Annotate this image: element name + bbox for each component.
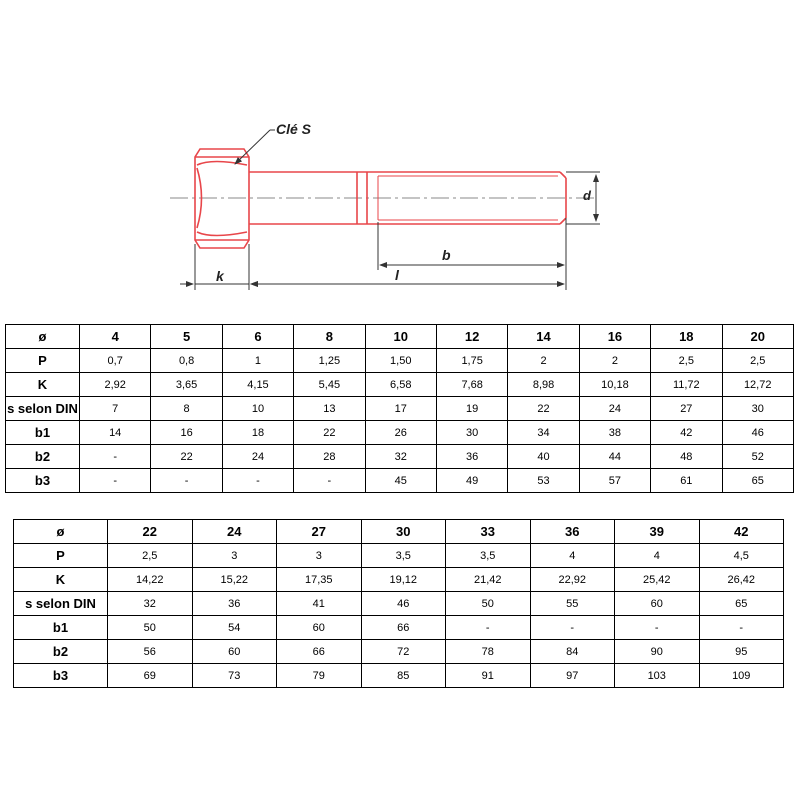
table-cell: 36: [436, 445, 507, 469]
table-cell: 16: [151, 421, 222, 445]
header-cell: 22: [108, 520, 193, 544]
table-cell: -: [615, 616, 700, 640]
table-cell: 1: [222, 349, 293, 373]
table-cell: 8: [151, 397, 222, 421]
bolt-technical-drawing: [0, 0, 800, 300]
header-cell: 10: [365, 325, 436, 349]
table-cell: 38: [579, 421, 650, 445]
table-cell: 19: [436, 397, 507, 421]
table-row: [6, 397, 794, 421]
table-cell: 2,5: [651, 349, 722, 373]
header-cell: 14: [508, 325, 579, 349]
row-label: P: [6, 349, 80, 373]
table-cell: 15,22: [192, 568, 277, 592]
table-cell: 32: [365, 445, 436, 469]
row-label: P: [14, 544, 108, 568]
table-cell: 3: [277, 544, 362, 568]
table-cell: 60: [277, 616, 362, 640]
table-cell: 22: [151, 445, 222, 469]
table-row: [6, 373, 794, 397]
table-cell: 22: [294, 421, 365, 445]
table-cell: 72: [361, 640, 446, 664]
header-cell: 27: [277, 520, 362, 544]
table-row: [14, 640, 784, 664]
table-cell: 8,98: [508, 373, 579, 397]
table-cell: 18: [222, 421, 293, 445]
header-cell: 42: [699, 520, 784, 544]
table-cell: -: [80, 445, 151, 469]
row-label: b2: [6, 445, 80, 469]
row-label: b1: [6, 421, 80, 445]
table-cell: -: [530, 616, 615, 640]
row-label: s selon DIN: [6, 397, 80, 421]
table-cell: 0,7: [80, 349, 151, 373]
table-cell: 5,45: [294, 373, 365, 397]
table-cell: 17: [365, 397, 436, 421]
table-cell: 4: [530, 544, 615, 568]
table-cell: 84: [530, 640, 615, 664]
table-cell: 2,5: [108, 544, 193, 568]
header-cell: 30: [361, 520, 446, 544]
row-label: K: [14, 568, 108, 592]
table-cell: 54: [192, 616, 277, 640]
table-cell: 45: [365, 469, 436, 493]
table-cell: 32: [108, 592, 193, 616]
table-cell: -: [699, 616, 784, 640]
dimension-b: [378, 218, 566, 290]
table-cell: 22,92: [530, 568, 615, 592]
row-label: b3: [6, 469, 80, 493]
header-cell: 24: [192, 520, 277, 544]
header-label-diameter: ø: [14, 520, 108, 544]
table-row: [6, 445, 794, 469]
dimension-b-label: b: [442, 247, 451, 263]
table-cell: 1,50: [365, 349, 436, 373]
table-cell: 48: [651, 445, 722, 469]
table-cell: 14: [80, 421, 151, 445]
table-cell: -: [222, 469, 293, 493]
table-cell: 7,68: [436, 373, 507, 397]
table-cell: 3,65: [151, 373, 222, 397]
table-cell: 26,42: [699, 568, 784, 592]
table-cell: 19,12: [361, 568, 446, 592]
table-cell: 79: [277, 664, 362, 688]
table-cell: 46: [361, 592, 446, 616]
table-cell: 27: [651, 397, 722, 421]
table-cell: 57: [579, 469, 650, 493]
table-cell: 24: [222, 445, 293, 469]
table-cell: 4,5: [699, 544, 784, 568]
row-label: b3: [14, 664, 108, 688]
table-cell: 66: [361, 616, 446, 640]
table-cell: 42: [651, 421, 722, 445]
table-cell: 28: [294, 445, 365, 469]
table-row: [6, 421, 794, 445]
table-row: [14, 664, 784, 688]
table-cell: 73: [192, 664, 277, 688]
table-header-row: [14, 520, 784, 544]
header-cell: 20: [722, 325, 793, 349]
table-row: [14, 568, 784, 592]
header-cell: 33: [446, 520, 531, 544]
header-cell: 4: [80, 325, 151, 349]
table-cell: 10,18: [579, 373, 650, 397]
dimension-l-label: l: [395, 267, 399, 283]
table-cell: 4: [615, 544, 700, 568]
row-label: K: [6, 373, 80, 397]
table-cell: -: [151, 469, 222, 493]
table-cell: 103: [615, 664, 700, 688]
header-cell: 12: [436, 325, 507, 349]
table-cell: 40: [508, 445, 579, 469]
table-cell: 3,5: [446, 544, 531, 568]
table-cell: 50: [446, 592, 531, 616]
header-cell: 6: [222, 325, 293, 349]
header-cell: 8: [294, 325, 365, 349]
table-cell: 17,35: [277, 568, 362, 592]
table-cell: 52: [722, 445, 793, 469]
header-cell: 36: [530, 520, 615, 544]
table-cell: 0,8: [151, 349, 222, 373]
table-cell: 11,72: [651, 373, 722, 397]
table-cell: 44: [579, 445, 650, 469]
table-cell: -: [294, 469, 365, 493]
table-cell: 12,72: [722, 373, 793, 397]
table-cell: 61: [651, 469, 722, 493]
table-cell: 53: [508, 469, 579, 493]
table-row: [6, 469, 794, 493]
table-cell: 60: [192, 640, 277, 664]
table-cell: 2: [508, 349, 579, 373]
table-cell: -: [446, 616, 531, 640]
table-header-row: [6, 325, 794, 349]
dimension-k-label: k: [216, 268, 224, 284]
table-cell: 66: [277, 640, 362, 664]
table-cell: 60: [615, 592, 700, 616]
table-cell: 6,58: [365, 373, 436, 397]
table-cell: 2,5: [722, 349, 793, 373]
table-cell: 36: [192, 592, 277, 616]
table-cell: 85: [361, 664, 446, 688]
row-label: s selon DIN: [14, 592, 108, 616]
table-cell: 14,22: [108, 568, 193, 592]
dimensions-table-2: [13, 519, 784, 688]
header-cell: 16: [579, 325, 650, 349]
table-cell: 49: [436, 469, 507, 493]
table-cell: 46: [722, 421, 793, 445]
header-cell: 5: [151, 325, 222, 349]
dimension-d-label: d: [583, 188, 591, 203]
table-cell: 34: [508, 421, 579, 445]
table-cell: 30: [722, 397, 793, 421]
table-cell: 55: [530, 592, 615, 616]
table-cell: 109: [699, 664, 784, 688]
key-size-label: Clé S: [276, 121, 312, 137]
table-cell: 41: [277, 592, 362, 616]
table-cell: -: [80, 469, 151, 493]
table-cell: 65: [722, 469, 793, 493]
header-cell: 18: [651, 325, 722, 349]
row-label: b1: [14, 616, 108, 640]
table-cell: 95: [699, 640, 784, 664]
table-row: [14, 544, 784, 568]
table-row: [14, 616, 784, 640]
table-row: [6, 349, 794, 373]
table-cell: 78: [446, 640, 531, 664]
table-cell: 97: [530, 664, 615, 688]
table-cell: 3: [192, 544, 277, 568]
table-cell: 65: [699, 592, 784, 616]
table-cell: 21,42: [446, 568, 531, 592]
table-cell: 3,5: [361, 544, 446, 568]
table-cell: 56: [108, 640, 193, 664]
table-cell: 2: [579, 349, 650, 373]
table-cell: 91: [446, 664, 531, 688]
table-cell: 30: [436, 421, 507, 445]
table-cell: 25,42: [615, 568, 700, 592]
table-cell: 1,25: [294, 349, 365, 373]
table-cell: 2,92: [80, 373, 151, 397]
table-cell: 24: [579, 397, 650, 421]
table-cell: 26: [365, 421, 436, 445]
table-cell: 50: [108, 616, 193, 640]
dimensions-table-1: [5, 324, 794, 493]
table-row: [14, 592, 784, 616]
table-cell: 1,75: [436, 349, 507, 373]
header-cell: 39: [615, 520, 700, 544]
dimension-l: [249, 244, 564, 290]
row-label: b2: [14, 640, 108, 664]
table-cell: 22: [508, 397, 579, 421]
header-label-diameter: ø: [6, 325, 80, 349]
table-cell: 10: [222, 397, 293, 421]
table-cell: 90: [615, 640, 700, 664]
table-cell: 69: [108, 664, 193, 688]
table-cell: 13: [294, 397, 365, 421]
table-cell: 4,15: [222, 373, 293, 397]
table-cell: 7: [80, 397, 151, 421]
